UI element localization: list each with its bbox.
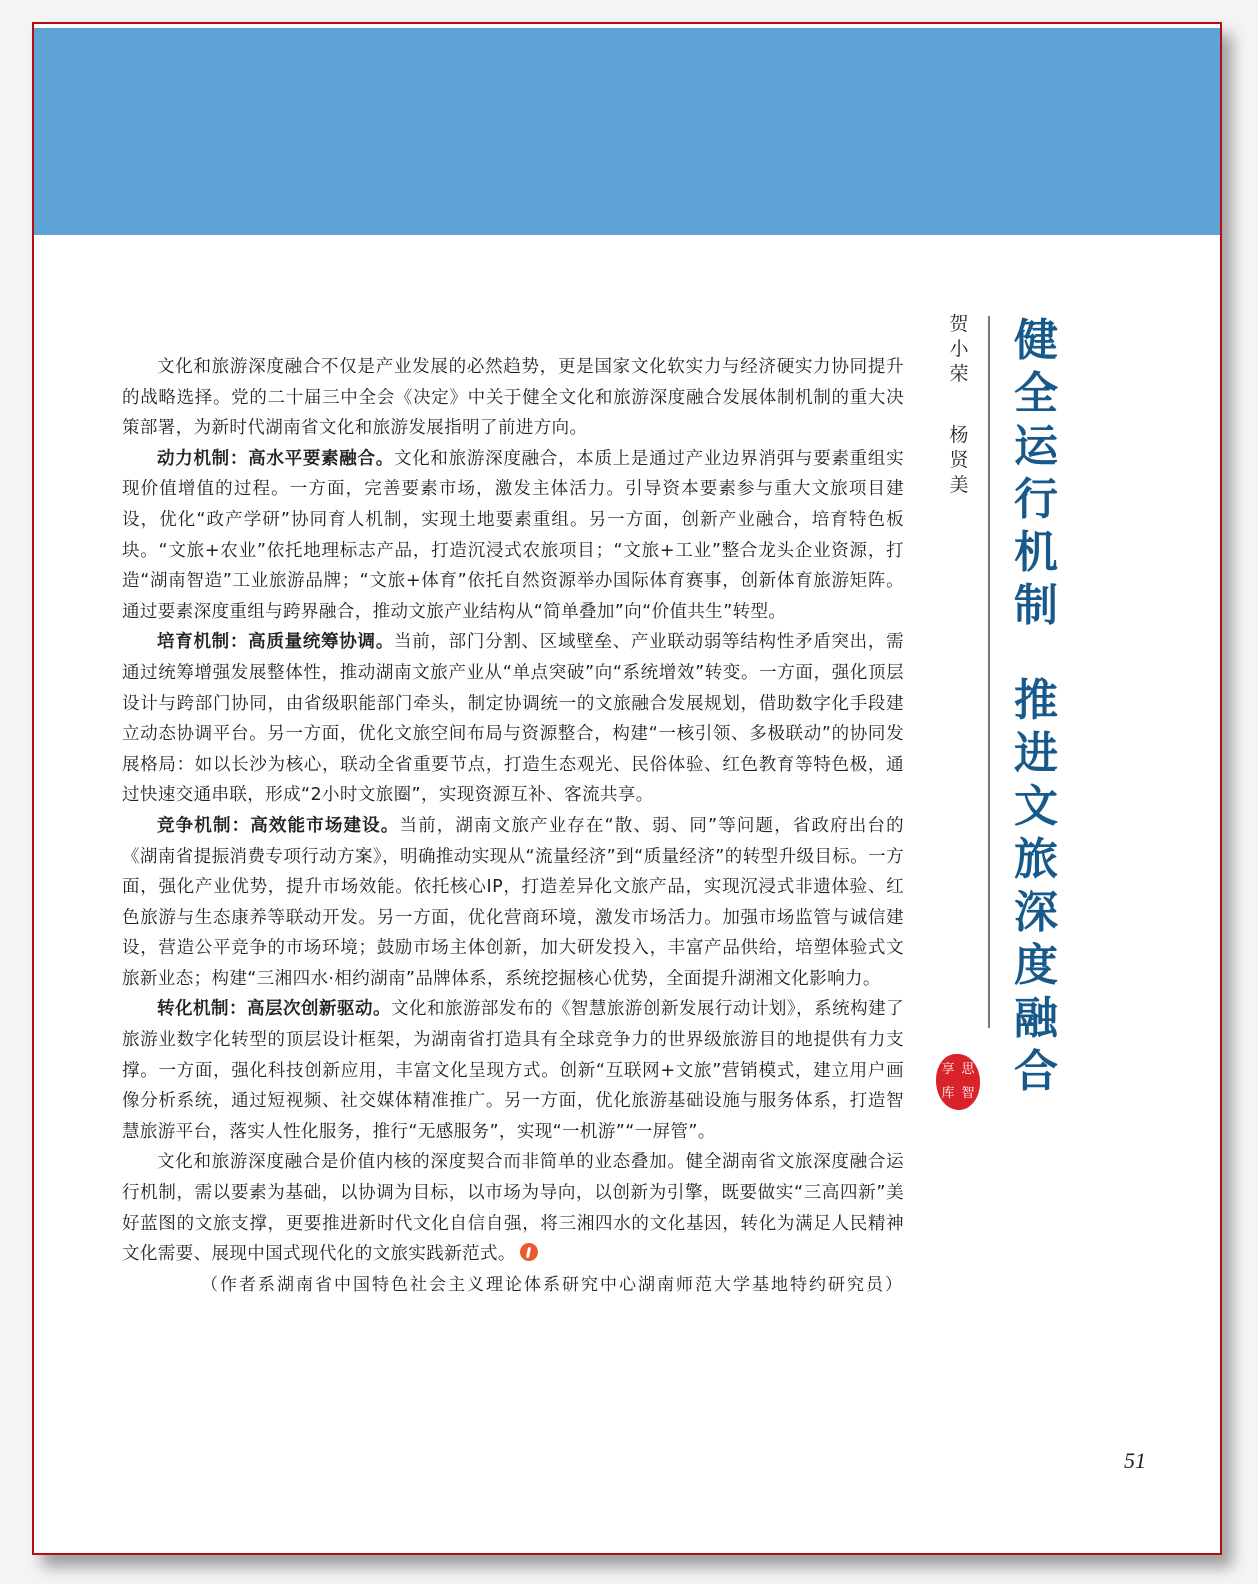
seal-char: 思 <box>961 1062 975 1077</box>
page-number: 51 <box>1124 1448 1146 1473</box>
section-text: 当前，湖南文旅产业存在“散、弱、同”等问题，省政府出台的《湖南省提振消费专项行动方案》，明确推动实现从“流量经济”到“质量经济”的转型升级目标。一方面，强化产业优势，提升市场效能。依托核心IP，打造差异化文旅产品，实现沉浸式非遗体验、红色旅游与生态康养等联动开发。另一方面，优化营商环境，激发市场活力。加强市场监管与诚信建设，营造公平竞争的市场环境；鼓励市场主体创新，加大研发投入，丰富产品供给，培塑体验式文旅新业态；构建“三湘四水·相约湖南”品牌体系，系统挖掘核心优势，全面提升湖湘文化影响力。 <box>122 815 904 989</box>
title-char: 旅 <box>1014 834 1058 885</box>
section-text: 文化和旅游深度融合，本质上是通过产业边界消弭与要素重组实现价值增值的过程。一方面，完善要素市场，激发主体活力。引导资本要素参与重大文旅项目建设，优化“政产学研”协同育人机制，实现土地要素重组。另一方面，创新产业融合，培育特色板块。“文旅+农业”依托地理标志产品，打造沉浸式农旅项目；“文旅+工业”整合龙头企业资源，打造“湖南智造”工业旅游品牌；“文旅+体育”依托自然资源举办国际体育赛事，创新体育旅游矩阵。通过要素深度重组与跨界融合，推动文旅产业结构从“简单叠加”向“价值共生”转型。 <box>122 448 905 622</box>
author-char: 小 <box>949 338 969 360</box>
section-heading: 竞争机制：高效能市场建设。 <box>157 815 400 836</box>
title-char: 制 <box>1014 580 1058 631</box>
conclusion-text: 文化和旅游深度融合是价值内核的深度契合而非简单的业态叠加。健全湖南省文旅深度融合运行机制，需以要素为基础，以协调为目标，以市场为导向，以创新为引擎，既要做实“三高四新”美好蓝图的文旅支撑，更要推进新时代文化自信自强，将三湘四水的文化基因，转化为满足人民精神文化需要、展现中国式现代化的文旅实践新范式。 <box>122 1152 904 1265</box>
section-paragraph <box>122 994 904 1147</box>
author-char: 贤 <box>949 449 969 471</box>
think-tank-seal-icon <box>936 1054 980 1110</box>
section-heading: 培育机制：高质量统筹协调。 <box>157 632 394 653</box>
title-char: 健 <box>1014 315 1058 366</box>
author-char: 杨 <box>949 424 969 446</box>
section-paragraph <box>122 811 904 995</box>
section-text: 文化和旅游部发布的《智慧旅游创新发展行动计划》，系统构建了旅游业数字化转型的顶层设计框架，为湖南省打造具有全球竞争力的世界级旅游目的地提供有力支撑。一方面，强化科技创新应用，丰富文化呈现方式。创新“互联网+文旅”营销模式，建立用户画像分析系统，通过短视频、社交媒体精准推广。另一方面，优化旅游基础设施与服务体系，打造智慧旅游平台，落实人性化服务，推行“无感服务”，实现“一机游”“一屏管”。 <box>122 999 904 1142</box>
title-char: 文 <box>1014 781 1058 832</box>
section-paragraph <box>122 627 904 811</box>
seal-char: 库 <box>941 1086 955 1101</box>
title-char: 度 <box>1014 940 1058 991</box>
author-byline <box>944 312 974 498</box>
section-heading: 转化机制：高层次创新驱动。 <box>157 999 391 1020</box>
title-char: 融 <box>1014 993 1058 1044</box>
title-char: 深 <box>1014 887 1058 938</box>
header-banner <box>34 28 1220 235</box>
conclusion-paragraph <box>122 1147 904 1269</box>
author-char: 贺 <box>949 313 969 335</box>
title-char: 机 <box>1014 527 1058 578</box>
title-char: 推 <box>1014 675 1058 726</box>
seal-char: 智 <box>961 1086 975 1101</box>
title-char: 进 <box>1014 728 1058 779</box>
title-char: 运 <box>1014 421 1058 472</box>
magazine-page <box>32 22 1222 1555</box>
author-note: （作者系湖南省中国特色社会主义理论体系研究中心湖南师范大学基地特约研究员） <box>201 1274 904 1295</box>
article-body <box>122 352 904 1300</box>
author-char: 荣 <box>949 363 969 385</box>
intro-paragraph: 文化和旅游深度融合不仅是产业发展的必然趋势，更是国家文化软实力与经济硬实力协同提升的战略选择。党的二十届三中全会《决定》中关于健全文化和旅游深度融合发展体制机制的重大决策部署，为新时代湖南省文化和旅游发展指明了前进方向。 <box>122 357 904 439</box>
title-char: 全 <box>1014 368 1058 419</box>
section-text: 当前，部门分割、区域壁垒、产业联动弱等结构性矛盾突出，需通过统筹增强发展整体性，推动湖南文旅产业从“单点突破”向“系统增效”转变。一方面，强化顶层设计与跨部门协同，由省级职能部门牵头，制定协调统一的文旅融合发展规划，借助数字化手段建立动态协调平台。另一方面，优化文旅空间布局与资源整合，构建“一核引领、多极联动”的协同发展格局：如以长沙为核心，联动全省重要节点，打造生态观光、民俗体验、红色教育等特色极，通过快速交通串联，形成“2小时文旅圈”，实现资源互补、客流共享。 <box>122 632 905 806</box>
article-title <box>1006 314 1066 1098</box>
end-mark-logo-icon <box>520 1243 538 1261</box>
section-heading: 动力机制：高水平要素融合。 <box>157 448 394 469</box>
vertical-divider <box>988 316 990 1028</box>
seal-char: 享 <box>941 1062 955 1077</box>
author-char: 美 <box>949 474 969 496</box>
title-char: 行 <box>1014 474 1058 525</box>
title-char: 合 <box>1014 1046 1058 1097</box>
section-paragraph <box>122 444 904 628</box>
